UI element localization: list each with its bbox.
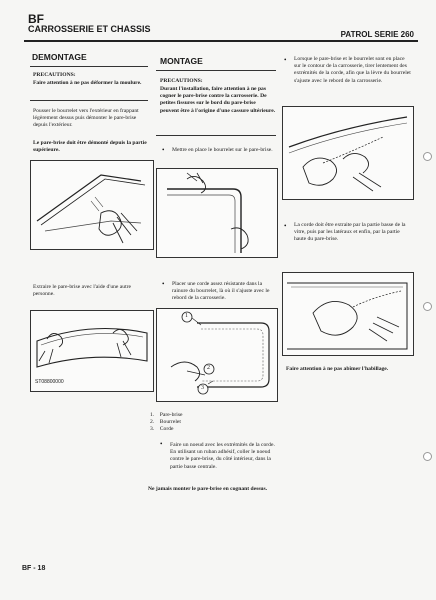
legend-label: Pare-brise — [159, 412, 183, 418]
montage-precautions-title: PRECAUTIONS: — [160, 78, 203, 84]
figure-cord-extract — [282, 272, 414, 356]
legend-item — [150, 426, 173, 433]
demontage-title: DEMONTAGE — [32, 52, 87, 62]
demontage-precautions-text: Faire attention à ne pas déformer la moulure. — [33, 80, 142, 86]
montage-precautions-text: Durant l'installation, faire attention à ne pas cogner le pare-brise contre la carrosserie. De petites fissures sur le bord du pare-brise peuvent être à l'origine d'une cassure ultérieure. — [160, 86, 276, 114]
montage-step3: Faire un noeud avec les extrémités de la corde. En utilisant un ruban adhésif, coller le noeud contre le pare-brise, du côté intérieur, dans la partie basse centrale. — [170, 442, 275, 470]
bullet-icon: • — [162, 146, 165, 154]
figure-windshield-push — [30, 160, 154, 250]
cord-extract-illustration — [283, 273, 413, 355]
callout-1: 1 — [185, 313, 188, 319]
callout-3: 3 — [201, 385, 204, 391]
figure-cord-pull — [282, 106, 414, 200]
figure-bead-install — [156, 168, 278, 258]
legend-label: Bourrelet — [159, 419, 181, 425]
demontage-precautions-title: PRECAUTIONS: — [33, 72, 76, 78]
bullet-icon: • — [284, 56, 287, 64]
montage-step1: Mettre en place le bourrelet sur le pare-brise. — [172, 147, 273, 153]
section-rule — [156, 70, 276, 71]
section-rule — [156, 135, 276, 136]
right-warning: Faire attention à ne pas abîmer l'habillage. — [286, 366, 389, 372]
page-number: BF - 18 — [22, 565, 46, 572]
section-code: BF — [28, 12, 44, 26]
callout-2: 2 — [207, 365, 210, 371]
bullet-icon: • — [160, 440, 163, 448]
montage-step2: Placer une corde assez résistante dans la rainure du bourrelet, là où il s'ajuste avec le rebord de la carrosserie. — [172, 281, 270, 302]
legend-label: Corde — [159, 426, 174, 432]
montage-warning: Ne jamais monter le pare-brise en cognant dessus. — [148, 486, 268, 492]
bead-install-illustration — [157, 169, 277, 257]
cord-pull-illustration — [283, 107, 413, 199]
cord-placement-illustration — [157, 309, 277, 401]
windshield-push-illustration — [31, 161, 153, 249]
header-rule — [24, 40, 418, 42]
binder-hole — [423, 452, 432, 461]
figure-cord-placement — [156, 308, 278, 402]
section-rule — [30, 100, 148, 101]
bullet-icon: • — [162, 280, 165, 288]
demontage-step2: Le pare-brise doit être démonté depuis la partie supérieure. — [33, 140, 147, 154]
demontage-step3: Extraire le pare-brise avec l'aide d'une autre personne. — [33, 284, 131, 298]
binder-hole — [423, 152, 432, 161]
legend-num: 3. — [150, 426, 155, 432]
demontage-step1: Pousser le bourrelet vers l'extérieur en frappant légèrement dessus puis démonter le pare-brise depuis l'extérieur. — [33, 108, 139, 129]
montage-title: MONTAGE — [160, 56, 203, 66]
bullet-icon: • — [284, 222, 287, 230]
binder-hole — [423, 302, 432, 311]
legend-num: 2. — [150, 419, 155, 425]
legend-num: 1. — [150, 412, 155, 418]
right-step1: Lorsque le pare-brise et le bourrelet sont en place sur le contour de la carrosserie, tirer lentement des extrémités de la corde, afin que la lèvre du bourrelet s'ajuste avec le rebord de la carrosserie. — [294, 56, 411, 84]
right-step2: La corde doit être extraite par la partie basse de la vitre, puis par les latéraux et enfin, par la partie haute du pare-brise. — [294, 222, 406, 243]
series-title: PATROL SERIE 260 — [340, 30, 414, 39]
figure-windshield-extract — [30, 310, 154, 392]
section-rule — [30, 66, 148, 67]
tool-reference: ST08800000 — [35, 379, 64, 385]
page-title: CARROSSERIE ET CHASSIS — [28, 24, 151, 34]
